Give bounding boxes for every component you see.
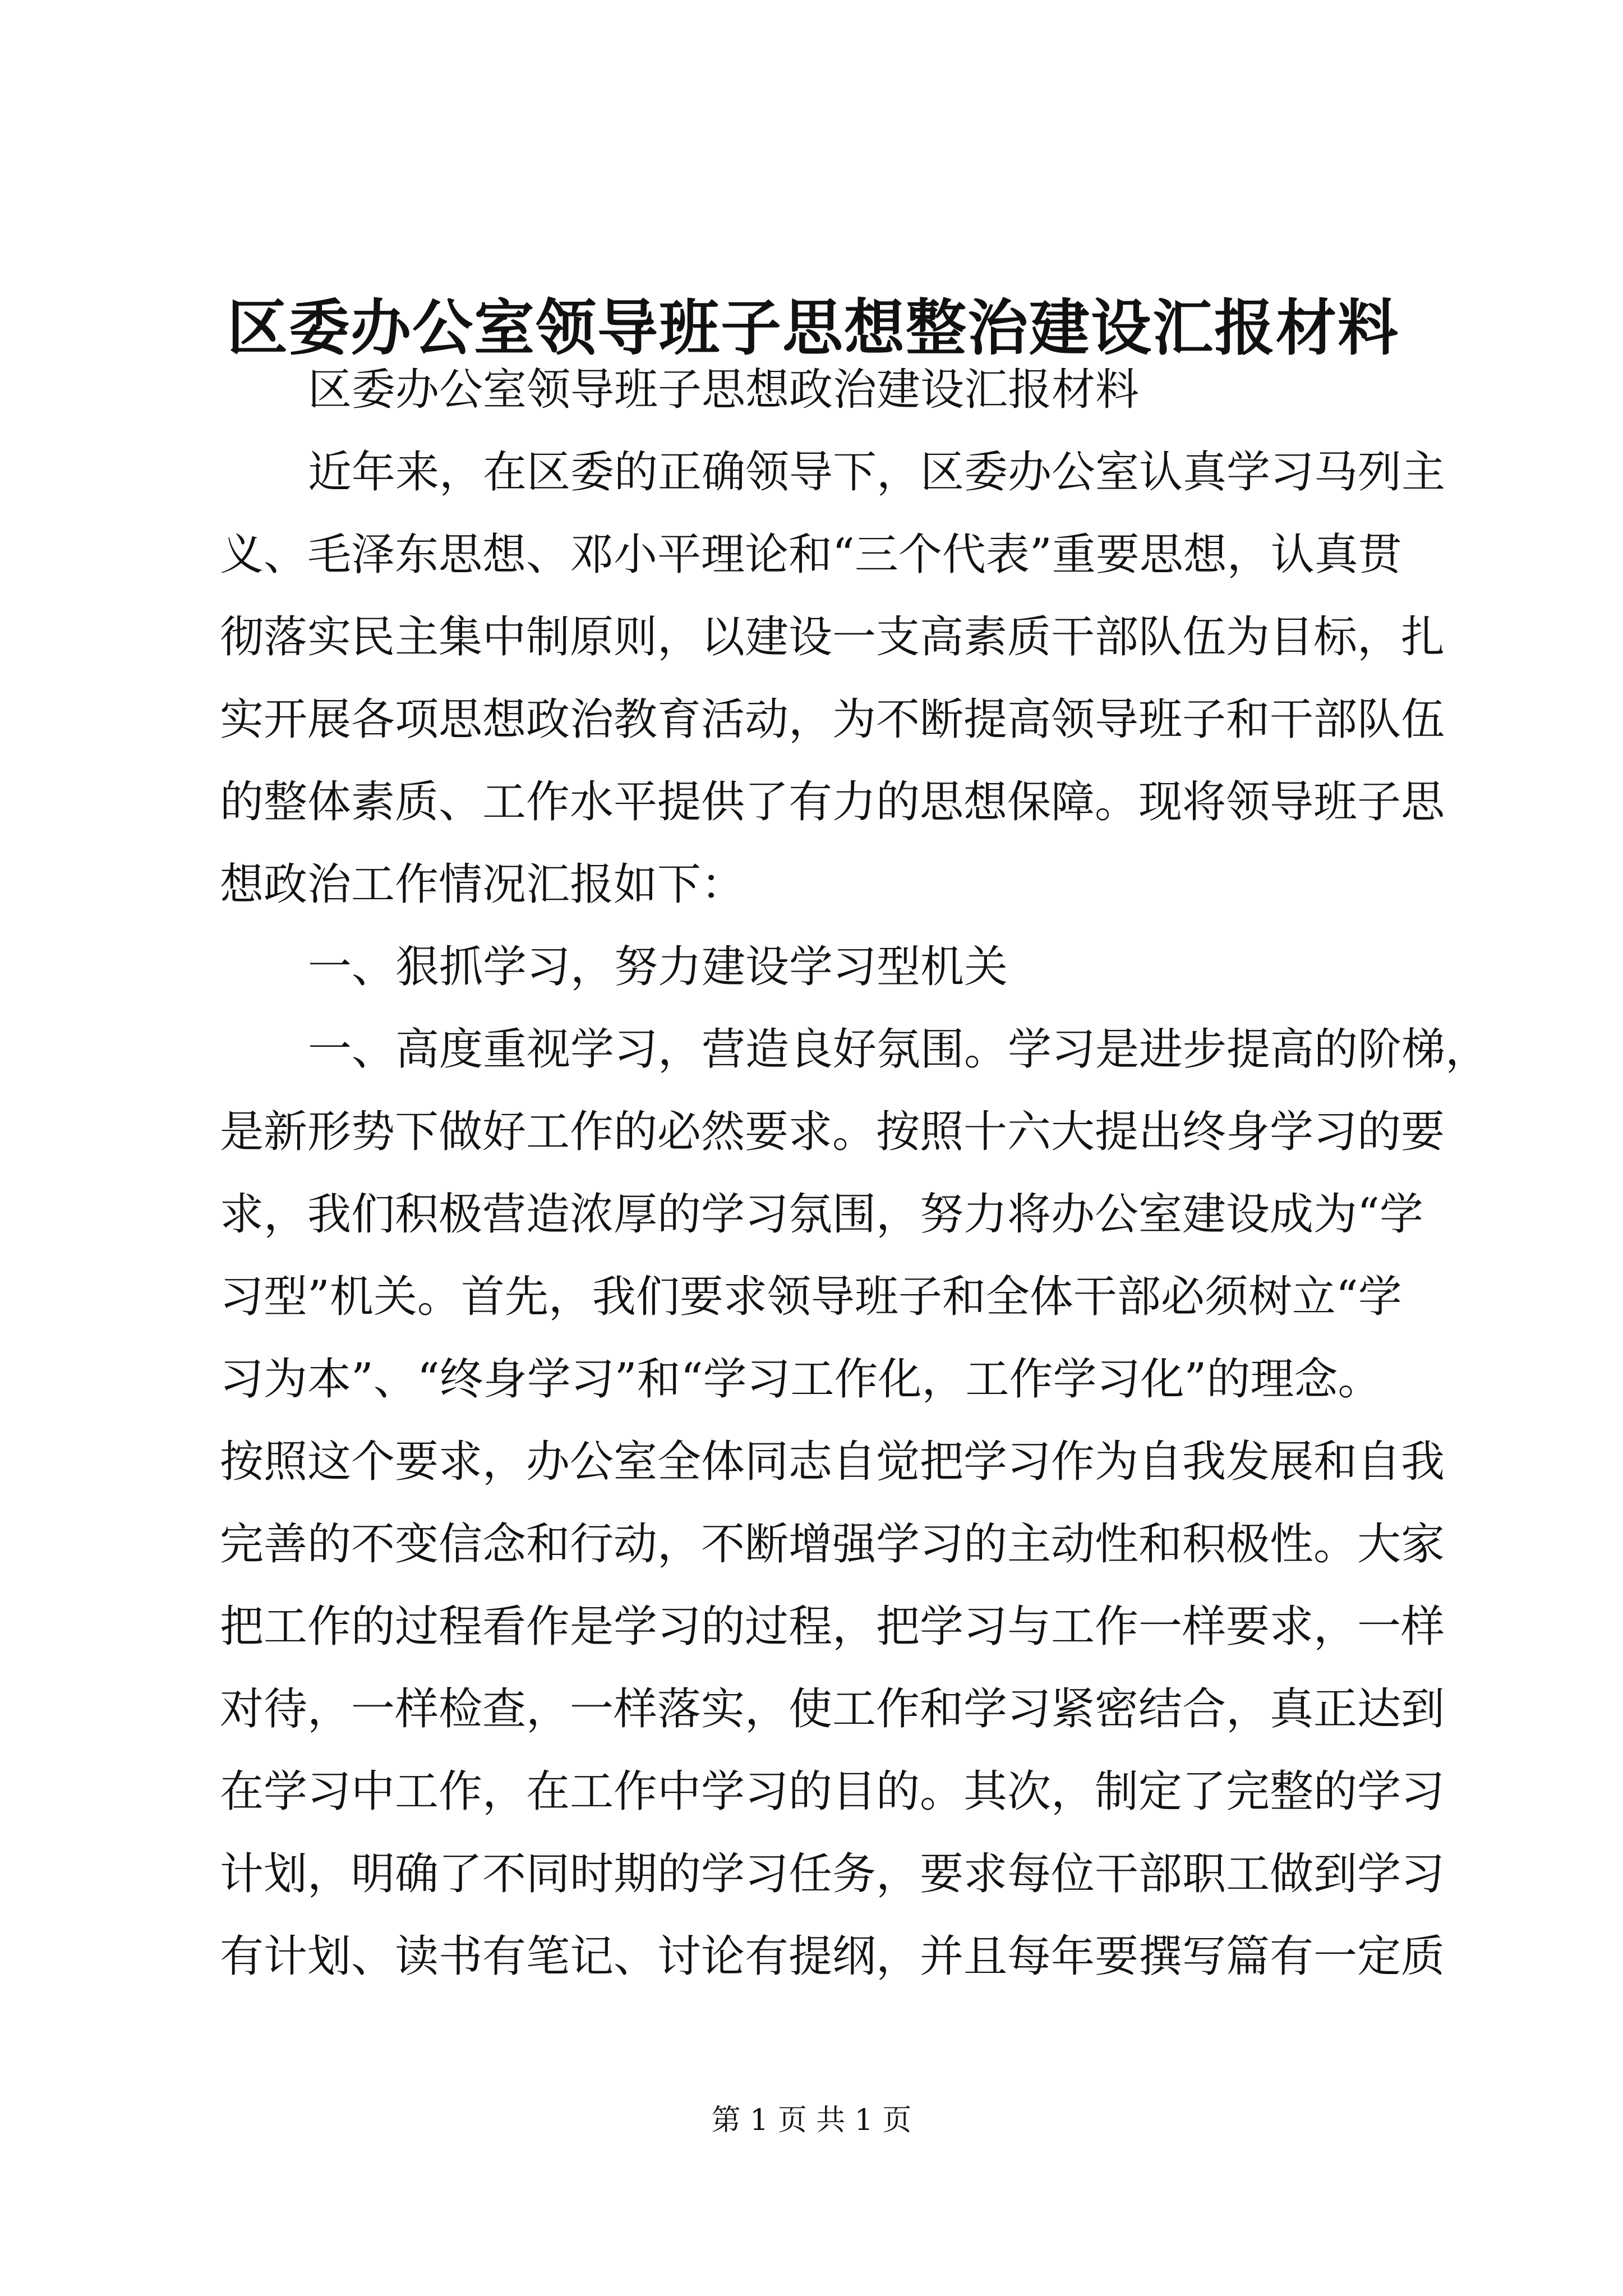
paragraph-line: 的整体素质、工作水平提供了有力的思想保障。现将领导班子思 — [220, 777, 1445, 827]
paragraph-line: 完善的不变信念和行动，不断增强学习的主动性和积极性。大家 — [220, 1519, 1445, 1570]
paragraph-line: 习为本”、“终身学习”和“学习工作化，工作学习化”的理念。 — [220, 1354, 1382, 1405]
paragraph-line: 一、高度重视学习，营造良好氛围。学习是进步提高的阶梯， — [308, 1024, 1490, 1075]
paragraph-line: 是新形势下做好工作的必然要求。按照十六大提出终身学习的要 — [220, 1107, 1445, 1157]
paragraph-line: 有计划、读书有笔记、讨论有提纲，并且每年要撰写篇有一定质 — [220, 1931, 1445, 1982]
paragraph-line: 习型”机关。首先，我们要求领导班子和全体干部必须树立“学 — [220, 1272, 1402, 1322]
paragraph-line: 求，我们积极营造浓厚的学习氛围，努力将办公室建设成为“学 — [220, 1189, 1423, 1240]
page-footer: 第 1 页 共 1 页 — [711, 2104, 912, 2137]
paragraph-line: 彻落实民主集中制原则，以建设一支高素质干部队伍为目标，扎 — [220, 612, 1445, 662]
section-heading: 一、狠抓学习，努力建设学习型机关 — [308, 942, 1008, 992]
paragraph-line: 把工作的过程看作是学习的过程，把学习与工作一样要求，一样 — [220, 1602, 1445, 1652]
paragraph-line: 义、毛泽东思想、邓小平理论和“三个代表”重要思想，认真贯 — [220, 530, 1402, 580]
paragraph-line: 近年来，在区委的正确领导下，区委办公室认真学习马列主 — [308, 447, 1446, 498]
paragraph-line: 实开展各项思想政治教育活动，为不断提高领导班子和干部队伍 — [220, 694, 1445, 745]
document-title: 区委办公室领导班子思想整治建设汇报材料 — [227, 293, 1399, 364]
subtitle-line: 区委办公室领导班子思想政治建设汇报材料 — [308, 365, 1140, 415]
paragraph-line: 计划，明确了不同时期的学习任务，要求每位干部职工做到学习 — [220, 1849, 1445, 1899]
paragraph-line: 想政治工作情况汇报如下： — [220, 859, 745, 910]
document-body — [220, 351, 1490, 2062]
paragraph-line: 按照这个要求，办公室全体同志自觉把学习作为自我发展和自我 — [220, 1437, 1445, 1487]
paragraph-line: 在学习中工作，在工作中学习的目的。其次，制定了完整的学习 — [220, 1766, 1445, 1817]
paragraph-line: 对待，一样检查，一样落实，使工作和学习紧密结合，真正达到 — [220, 1684, 1445, 1734]
